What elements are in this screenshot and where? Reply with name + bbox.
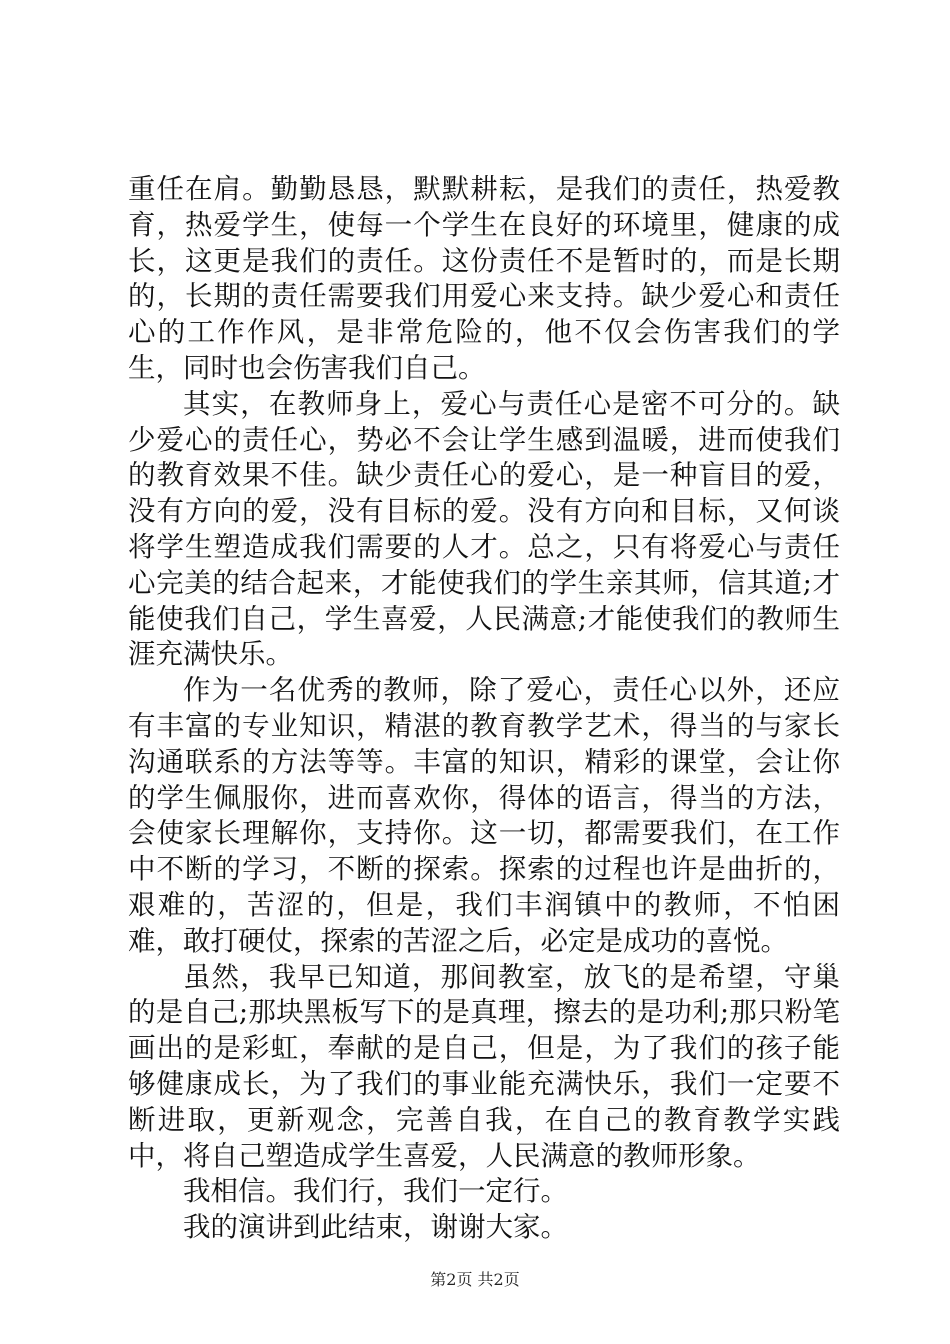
paragraph-classroom-hope: 虽然，我早已知道，那间教室，放飞的是希望，守巢的是自己;那块黑板写下的是真理，擦去的是功利;那只粉笔画出的是彩虹，奉献的是自己，但是，为了我们的孩子能够健康成长，为了我们的事业能充满快乐，我们一定要不断进取，更新观念，完善自我，在自己的教育教学实践中，将自己塑造成学生喜爱，人民满意的教师形象。 — [128, 960, 840, 1172]
speech-body — [128, 172, 840, 1246]
paragraph-closing: 我的演讲到此结束，谢谢大家。 — [183, 1211, 568, 1244]
paragraph-love-and-responsibility: 其实，在教师身上，爱心与责任心是密不可分的。缺少爱心的责任心，势必不会让学生感到温暖，进而使我们的教育效果不佳。缺少责任心的爱心，是一种盲目的爱，没有方向的爱，没有目标的爱。没有方向和目标，又何谈将学生塑造成我们需要的人才。总之，只有将爱心与责任心完美的结合起来，才能使我们的学生亲其师，信其道;才能使我们自己，学生喜爱，人民满意;才能使我们的教师生涯充满快乐。 — [128, 387, 840, 671]
page-number-label: 第2页 共2页 — [430, 1270, 520, 1289]
paragraph-responsibility: 重任在肩。勤勤恳恳，默默耕耘，是我们的责任，热爱教育，热爱学生，使每一个学生在良好的环境里，健康的成长，这更是我们的责任。这份责任不是暂时的，而是长期的，长期的责任需要我们用爱心来支持。缺少爱心和责任心的工作作风，是非常危险的，他不仅会伤害我们的学生，同时也会伤害我们自己。 — [128, 173, 840, 384]
paragraph-excellent-teacher: 作为一名优秀的教师，除了爱心，责任心以外，还应有丰富的专业知识，精湛的教育教学艺术，得当的与家长沟通联系的方法等等。丰富的知识，精彩的课堂，会让你的学生佩服你，进而喜欢你，得体的语言，得当的方法，会使家长理解你，支持你。这一切，都需要我们，在工作中不断的学习，不断的探索。探索的过程也许是曲折的，艰难的，苦涩的，但是，我们丰润镇中的教师，不怕困难，敢打硬仗，探索的苦涩之后，必定是成功的喜悦。 — [128, 674, 840, 957]
paragraph-belief: 我相信。我们行，我们一定行。 — [183, 1175, 568, 1208]
page-footer — [0, 1270, 950, 1290]
